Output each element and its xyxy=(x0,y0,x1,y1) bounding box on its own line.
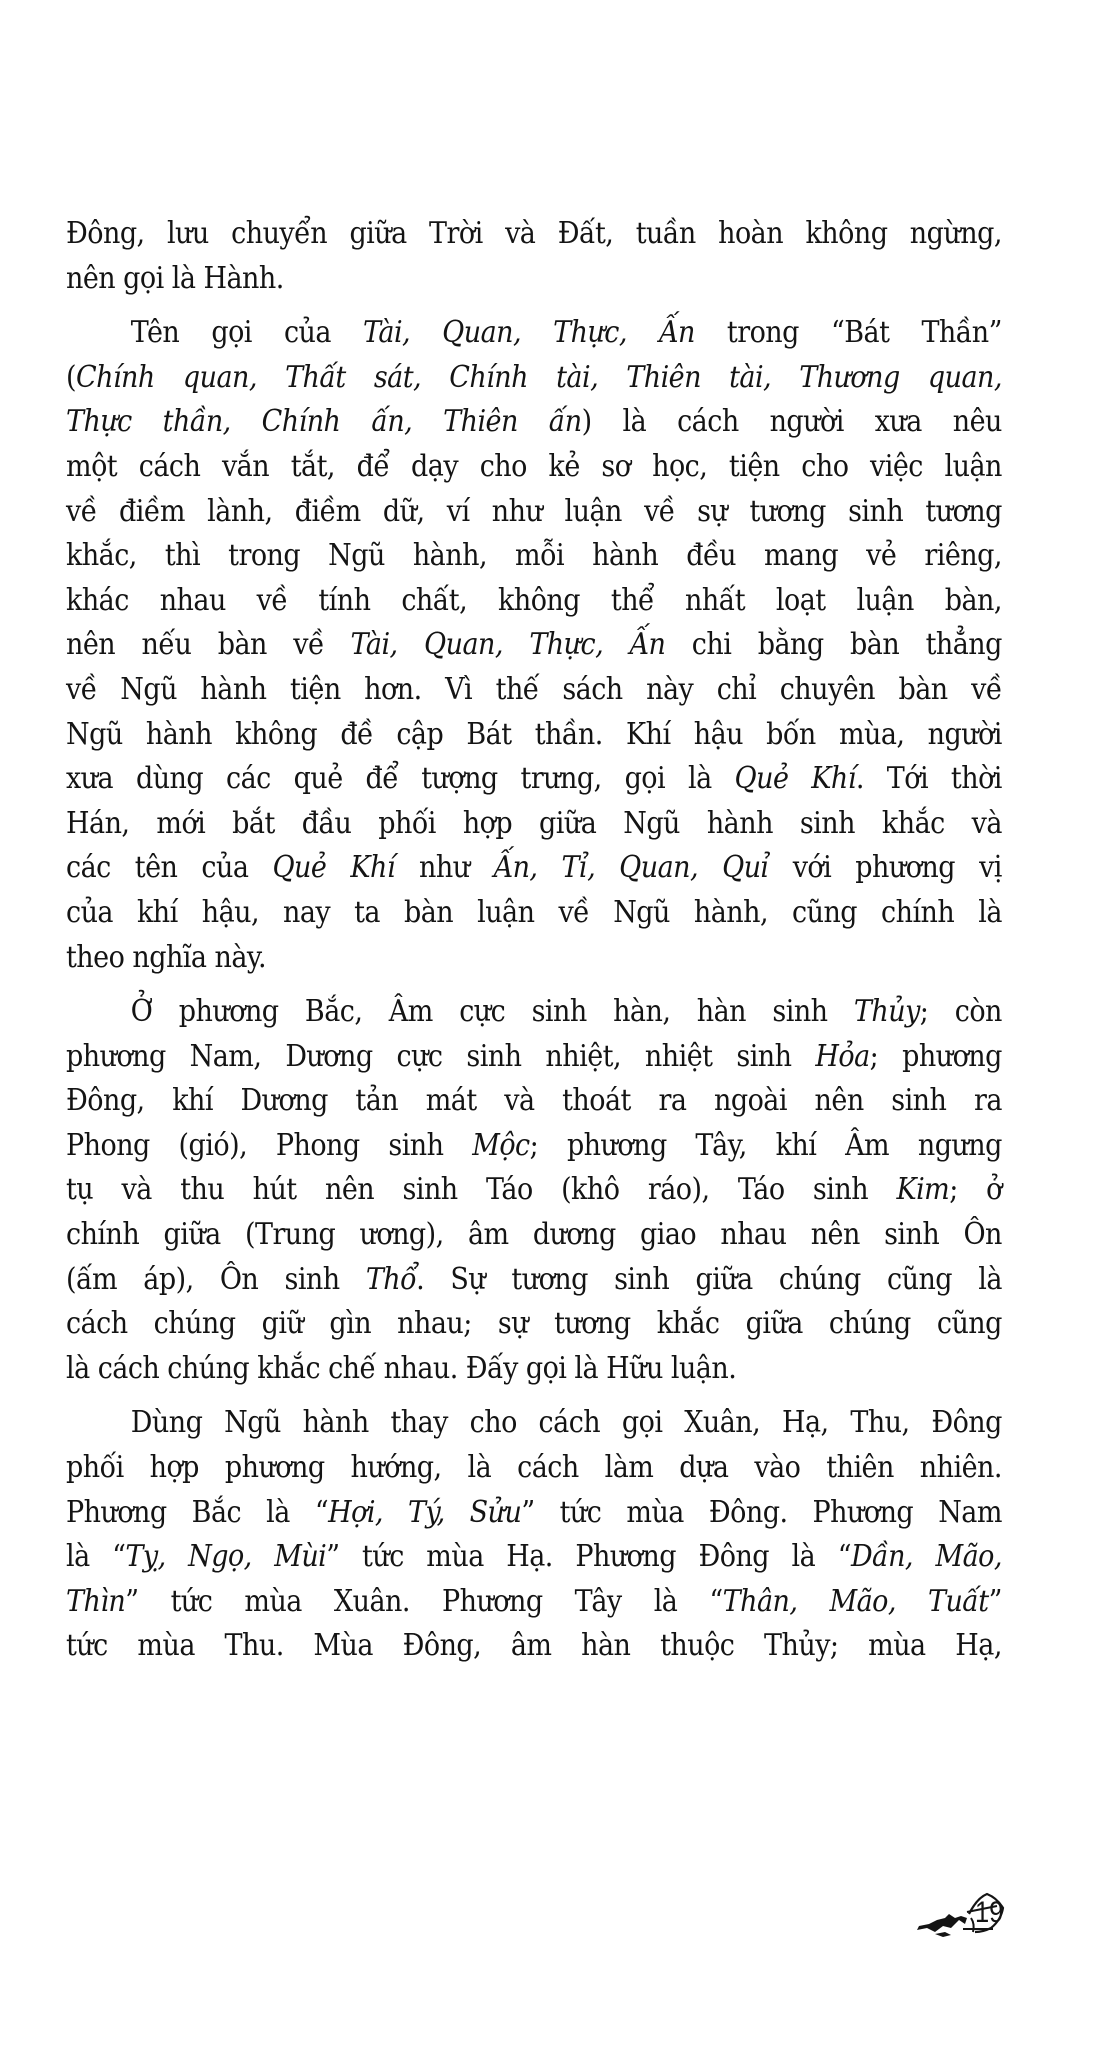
text-line xyxy=(66,1079,1002,1124)
text-run: ; còn xyxy=(919,994,1002,1030)
text-run: ” tức mùa Đông. Phương Nam xyxy=(521,1494,1002,1530)
text-run: tức mùa Thu. Mùa Đông, âm hàn thuộc Thủy; mùa Hạ, xyxy=(66,1628,1002,1664)
text-run: về Ngũ hành tiện hơn. Vì thế sách này chỉ chuyên bàn về xyxy=(66,671,1002,707)
text-run: Phương Bắc là “ xyxy=(66,1494,329,1530)
text-run: Đông, khí Dương tản mát và thoát ra ngoài nên sinh ra xyxy=(66,1083,1002,1119)
paragraph xyxy=(66,311,1002,980)
text-run: theo nghĩa này. xyxy=(66,939,267,975)
text-run: Đông, lưu chuyển giữa Trời và Đất, tuần hoàn không ngừng, xyxy=(66,216,1002,251)
paragraph xyxy=(66,1401,1002,1669)
text-line xyxy=(66,846,1002,891)
text-run: cách chúng giữ gìn nhau; sự tương khắc giữa chúng cũng xyxy=(66,1306,1002,1342)
page-body-text xyxy=(66,212,1002,1679)
text-line xyxy=(66,400,1002,445)
text-line xyxy=(66,1168,1002,1213)
text-run: Ngũ hành không đề cập Bát thần. Khí hậu bốn mùa, người xyxy=(66,716,1002,752)
text-run: khắc, thì trong Ngũ hành, mỗi hành đều mang vẻ riêng, xyxy=(66,538,1002,574)
text-line xyxy=(66,1258,1002,1303)
text-run: khác nhau về tính chất, không thể nhất loạt luận bàn, xyxy=(66,582,1002,618)
text-run: ) là cách người xưa nêu xyxy=(581,404,1002,440)
text-line xyxy=(66,1535,1002,1580)
text-line xyxy=(66,212,1002,257)
text-run: ; ở xyxy=(949,1172,1002,1208)
italic-term: Tỵ, Ngọ, Mùi xyxy=(125,1539,327,1575)
text-run: ( xyxy=(66,359,76,395)
text-line xyxy=(66,1213,1002,1258)
text-run: ” tức mùa Hạ. Phương Đông là “ xyxy=(326,1539,851,1575)
text-line xyxy=(66,490,1002,535)
text-line xyxy=(66,757,1002,802)
text-line xyxy=(66,534,1002,579)
italic-term: Ấn, Tỉ, Quan, Quỉ xyxy=(493,850,769,886)
text-line xyxy=(66,936,1002,981)
text-line xyxy=(66,1035,1002,1080)
text-line xyxy=(66,1624,1002,1669)
text-run: ” tức mùa Xuân. Phương Tây là “ xyxy=(125,1583,723,1619)
text-run: với phương vị xyxy=(768,850,1002,886)
text-run: là cách chúng khắc chế nhau. Đấy gọi là Hữu luận. xyxy=(66,1350,737,1386)
text-run: phương Nam, Dương cực sinh nhiệt, nhiệt sinh xyxy=(66,1038,816,1074)
text-line xyxy=(66,1580,1002,1625)
text-line xyxy=(66,990,1002,1035)
italic-term: Tài, Quan, Thực, Ấn xyxy=(350,627,666,663)
italic-term: Quẻ Khí xyxy=(272,850,395,886)
italic-term: Mộc xyxy=(472,1127,530,1163)
text-run: về điềm lành, điềm dữ, ví như luận về sự tương sinh tương xyxy=(66,493,1002,529)
italic-term: Hợi, Tý, Sửu xyxy=(328,1494,522,1530)
text-run: (ấm áp), Ôn sinh xyxy=(66,1261,366,1297)
text-run: Hán, mới bắt đầu phối hợp giữa Ngũ hành sinh khắc và xyxy=(66,805,1002,841)
italic-term: Thổ xyxy=(365,1261,417,1297)
text-run: ” xyxy=(988,1583,1002,1619)
text-run: ; phương Tây, khí Âm ngưng xyxy=(529,1127,1002,1163)
text-line xyxy=(66,713,1002,758)
text-run: phối hợp phương hướng, là cách làm dựa vào thiên nhiên. xyxy=(66,1450,1002,1486)
text-line xyxy=(66,356,1002,401)
text-line xyxy=(66,891,1002,936)
text-line xyxy=(66,1446,1002,1491)
text-line xyxy=(66,1491,1002,1536)
text-run: . Sự tương sinh giữa chúng cũng là xyxy=(416,1261,1002,1297)
paragraph xyxy=(66,212,1002,301)
text-run: ; phương xyxy=(869,1038,1002,1074)
text-line xyxy=(66,257,1002,302)
text-run: một cách vắn tắt, để dạy cho kẻ sơ học, tiện cho việc luận xyxy=(66,448,1002,484)
text-run: trong “Bát Thần” xyxy=(694,315,1002,351)
text-run: xưa dùng các quẻ để tượng trưng, gọi là xyxy=(66,761,735,797)
text-run: Ở phương Bắc, Âm cực sinh hàn, hàn sinh xyxy=(130,994,854,1030)
italic-term: Dần, Mão, xyxy=(850,1539,1002,1575)
italic-term: Thân, Mão, Tuất xyxy=(722,1583,989,1619)
italic-term: Hỏa xyxy=(815,1038,870,1074)
text-run: chi bằng bàn thẳng xyxy=(665,627,1002,663)
text-run: nên gọi là Hành. xyxy=(66,260,284,296)
text-line xyxy=(66,802,1002,847)
text-line xyxy=(66,1124,1002,1169)
italic-term: Thực thần, Chính ấn, Thiên ấn xyxy=(66,404,582,440)
page-number: 19 xyxy=(975,1896,1004,1929)
text-run: Dùng Ngũ hành thay cho cách gọi Xuân, Hạ, Thu, Đông xyxy=(130,1405,1002,1441)
text-run: các tên của xyxy=(66,850,273,886)
text-run: là “ xyxy=(66,1539,126,1575)
text-line xyxy=(66,579,1002,624)
italic-term: Chính quan, Thất sát, Chính tài, Thiên tài, Thương quan, xyxy=(75,359,1002,395)
text-line xyxy=(66,623,1002,668)
text-run: . Tới thời xyxy=(855,761,1002,797)
text-line xyxy=(66,311,1002,356)
italic-term: Thìn xyxy=(66,1583,126,1619)
text-run: nên nếu bàn về xyxy=(66,627,351,663)
italic-term: Quẻ Khí xyxy=(734,761,856,797)
text-run: chính giữa (Trung ương), âm dương giao nhau nên sinh Ôn xyxy=(66,1217,1002,1253)
text-line xyxy=(66,1302,1002,1347)
text-run: của khí hậu, nay ta bàn luận về Ngũ hành, cũng chính là xyxy=(66,894,1002,930)
text-line xyxy=(66,668,1002,713)
italic-term: Tài, Quan, Thực, Ấn xyxy=(363,315,695,351)
italic-term: Thủy xyxy=(853,994,920,1030)
italic-term: Kim xyxy=(896,1172,950,1208)
text-run: như xyxy=(394,850,494,886)
text-run: Tên gọi của xyxy=(130,315,364,351)
text-line xyxy=(66,445,1002,490)
text-run: Phong (gió), Phong sinh xyxy=(66,1127,473,1163)
text-run: tụ và thu hút nên sinh Táo (khô ráo), Táo sinh xyxy=(66,1172,897,1208)
text-line xyxy=(66,1401,1002,1446)
text-line xyxy=(66,1347,1002,1392)
paragraph xyxy=(66,990,1002,1391)
